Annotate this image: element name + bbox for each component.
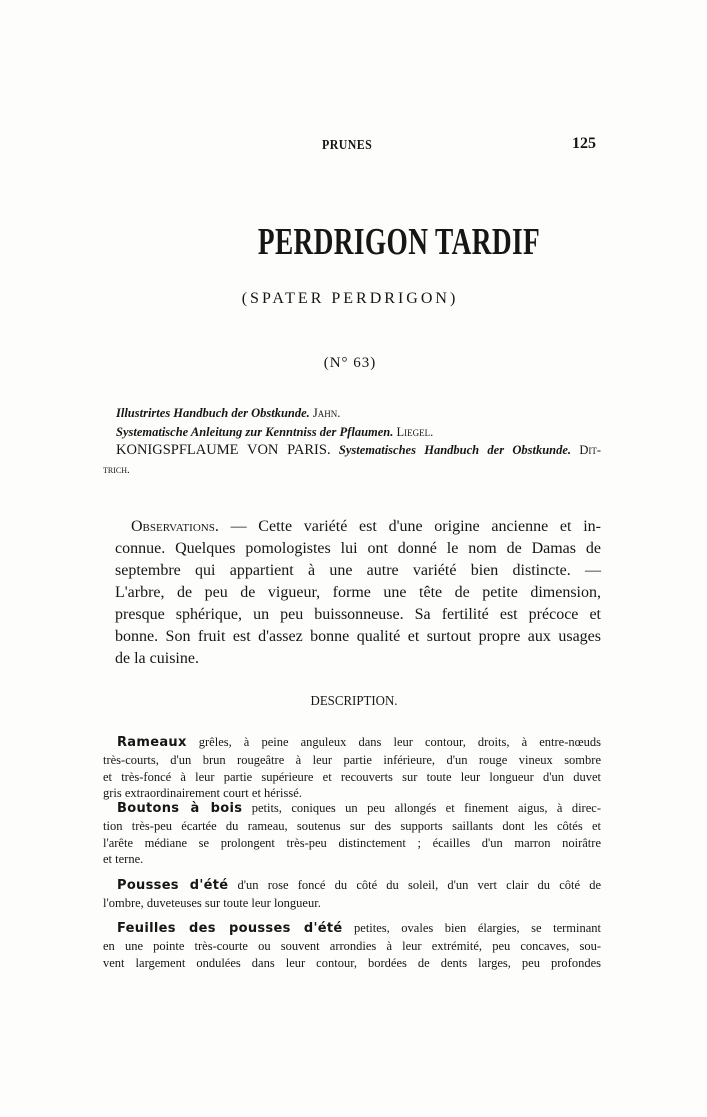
description-paragraph xyxy=(103,734,601,802)
observations-label: Observations. xyxy=(131,518,219,535)
text-line: en une pointe très-courte ou souvent arrondies à leur extrémité, peu concaves, sou- xyxy=(103,938,601,953)
text-line: tion très-peu écartée du rameau, soutenus sur des supports saillants dont les côtés et xyxy=(103,818,601,833)
text-fragment: petits, coniques un peu allongés et finement aigus, à direc- xyxy=(242,801,601,815)
text-line: l'ombre, duveteuses sur toute leur longueur. xyxy=(103,895,321,910)
text-line: gris extraordinairement court et hérissé. xyxy=(103,786,302,801)
reference xyxy=(103,404,601,423)
reference-author: Dit- xyxy=(579,443,602,457)
text-line: et terne. xyxy=(103,852,144,867)
reference-synonym: KONIGSPFLAUME VON PARIS. xyxy=(116,442,331,458)
variety-number: (N° 63) xyxy=(323,355,377,371)
text-line: vent largement ondulées dans leur contour, bordées de dents larges, peu profondes xyxy=(103,955,601,970)
page-title xyxy=(203,220,541,264)
reference-title: Systematische Anleitung zur Kenntniss der Pflaumen. xyxy=(116,424,394,439)
text-line xyxy=(103,734,601,752)
text-line xyxy=(103,877,601,895)
references xyxy=(103,404,601,479)
text-fragment: d'un rose foncé du côté du soleil, d'un vert clair du côté de xyxy=(228,878,601,892)
text-line xyxy=(103,800,601,818)
text-line xyxy=(115,516,601,538)
section-heading: DESCRIPTION. xyxy=(310,694,398,709)
reference-title: Illustrirtes Handbuch der Obstkunde. xyxy=(116,406,310,420)
text-line: et très-foncé à leur partie supérieure et recouverts sur toute leur longueur d'un duvet xyxy=(103,769,601,784)
description-paragraph xyxy=(103,920,601,971)
reference-continuation xyxy=(103,460,601,480)
text-fragment: grêles, à peine anguleux dans leur contour, droits, à entre-nœuds xyxy=(186,735,601,749)
text-line: l'arête médiane se prolongent très-peu distinctement ; écailles d'un marron noirâtre xyxy=(103,835,601,850)
reference-author: Jahn. xyxy=(312,406,341,420)
text-line xyxy=(103,920,601,938)
page-title-text: PERDRIGON TARDIF xyxy=(257,221,541,263)
text-line: connue. Quelques pomologistes lui ont donné le nom de Damas de xyxy=(115,540,601,557)
text-fragment: petites, ovales bien élargies, se terminant xyxy=(342,921,601,935)
text-line: L'arbre, de peu de vigueur, forme une tête de petite dimension, xyxy=(115,584,601,601)
text-line: très-courts, d'un brun rougeâtre à leur partie inférieure, d'un rouge vineux sombre xyxy=(103,752,601,767)
paragraph-lead: Pousses d'été xyxy=(117,878,229,893)
reference-title: Systematisches Handbuch der Obstkunde. xyxy=(338,443,572,457)
paragraph-lead: Feuilles des pousses d'été xyxy=(117,921,343,936)
reference-author: trich. xyxy=(103,463,130,476)
running-title: PRUNES xyxy=(322,138,373,153)
description-paragraph xyxy=(103,800,601,868)
reference-author: Liegel. xyxy=(396,424,434,439)
paragraph-lead: Rameaux xyxy=(117,735,187,750)
description-paragraph xyxy=(103,877,601,912)
observations xyxy=(115,516,601,670)
text-line: septembre qui appartient à une autre variété bien distincte. — xyxy=(115,562,601,579)
subtitle: (SPATER PERDRIGON) xyxy=(241,290,459,307)
reference xyxy=(103,441,601,460)
text-line: presque sphérique, un peu buissonneuse. Sa fertilité est précoce et xyxy=(115,606,601,623)
reference xyxy=(103,423,601,442)
paragraph-lead: Boutons à bois xyxy=(117,801,243,816)
text-fragment: — Cette variété est d'une origine ancienne et in- xyxy=(218,518,601,535)
text-line: de la cuisine. xyxy=(115,650,199,667)
page-number: 125 xyxy=(572,135,596,152)
text-line: bonne. Son fruit est d'assez bonne qualité et surtout propre aux usages xyxy=(115,628,601,645)
